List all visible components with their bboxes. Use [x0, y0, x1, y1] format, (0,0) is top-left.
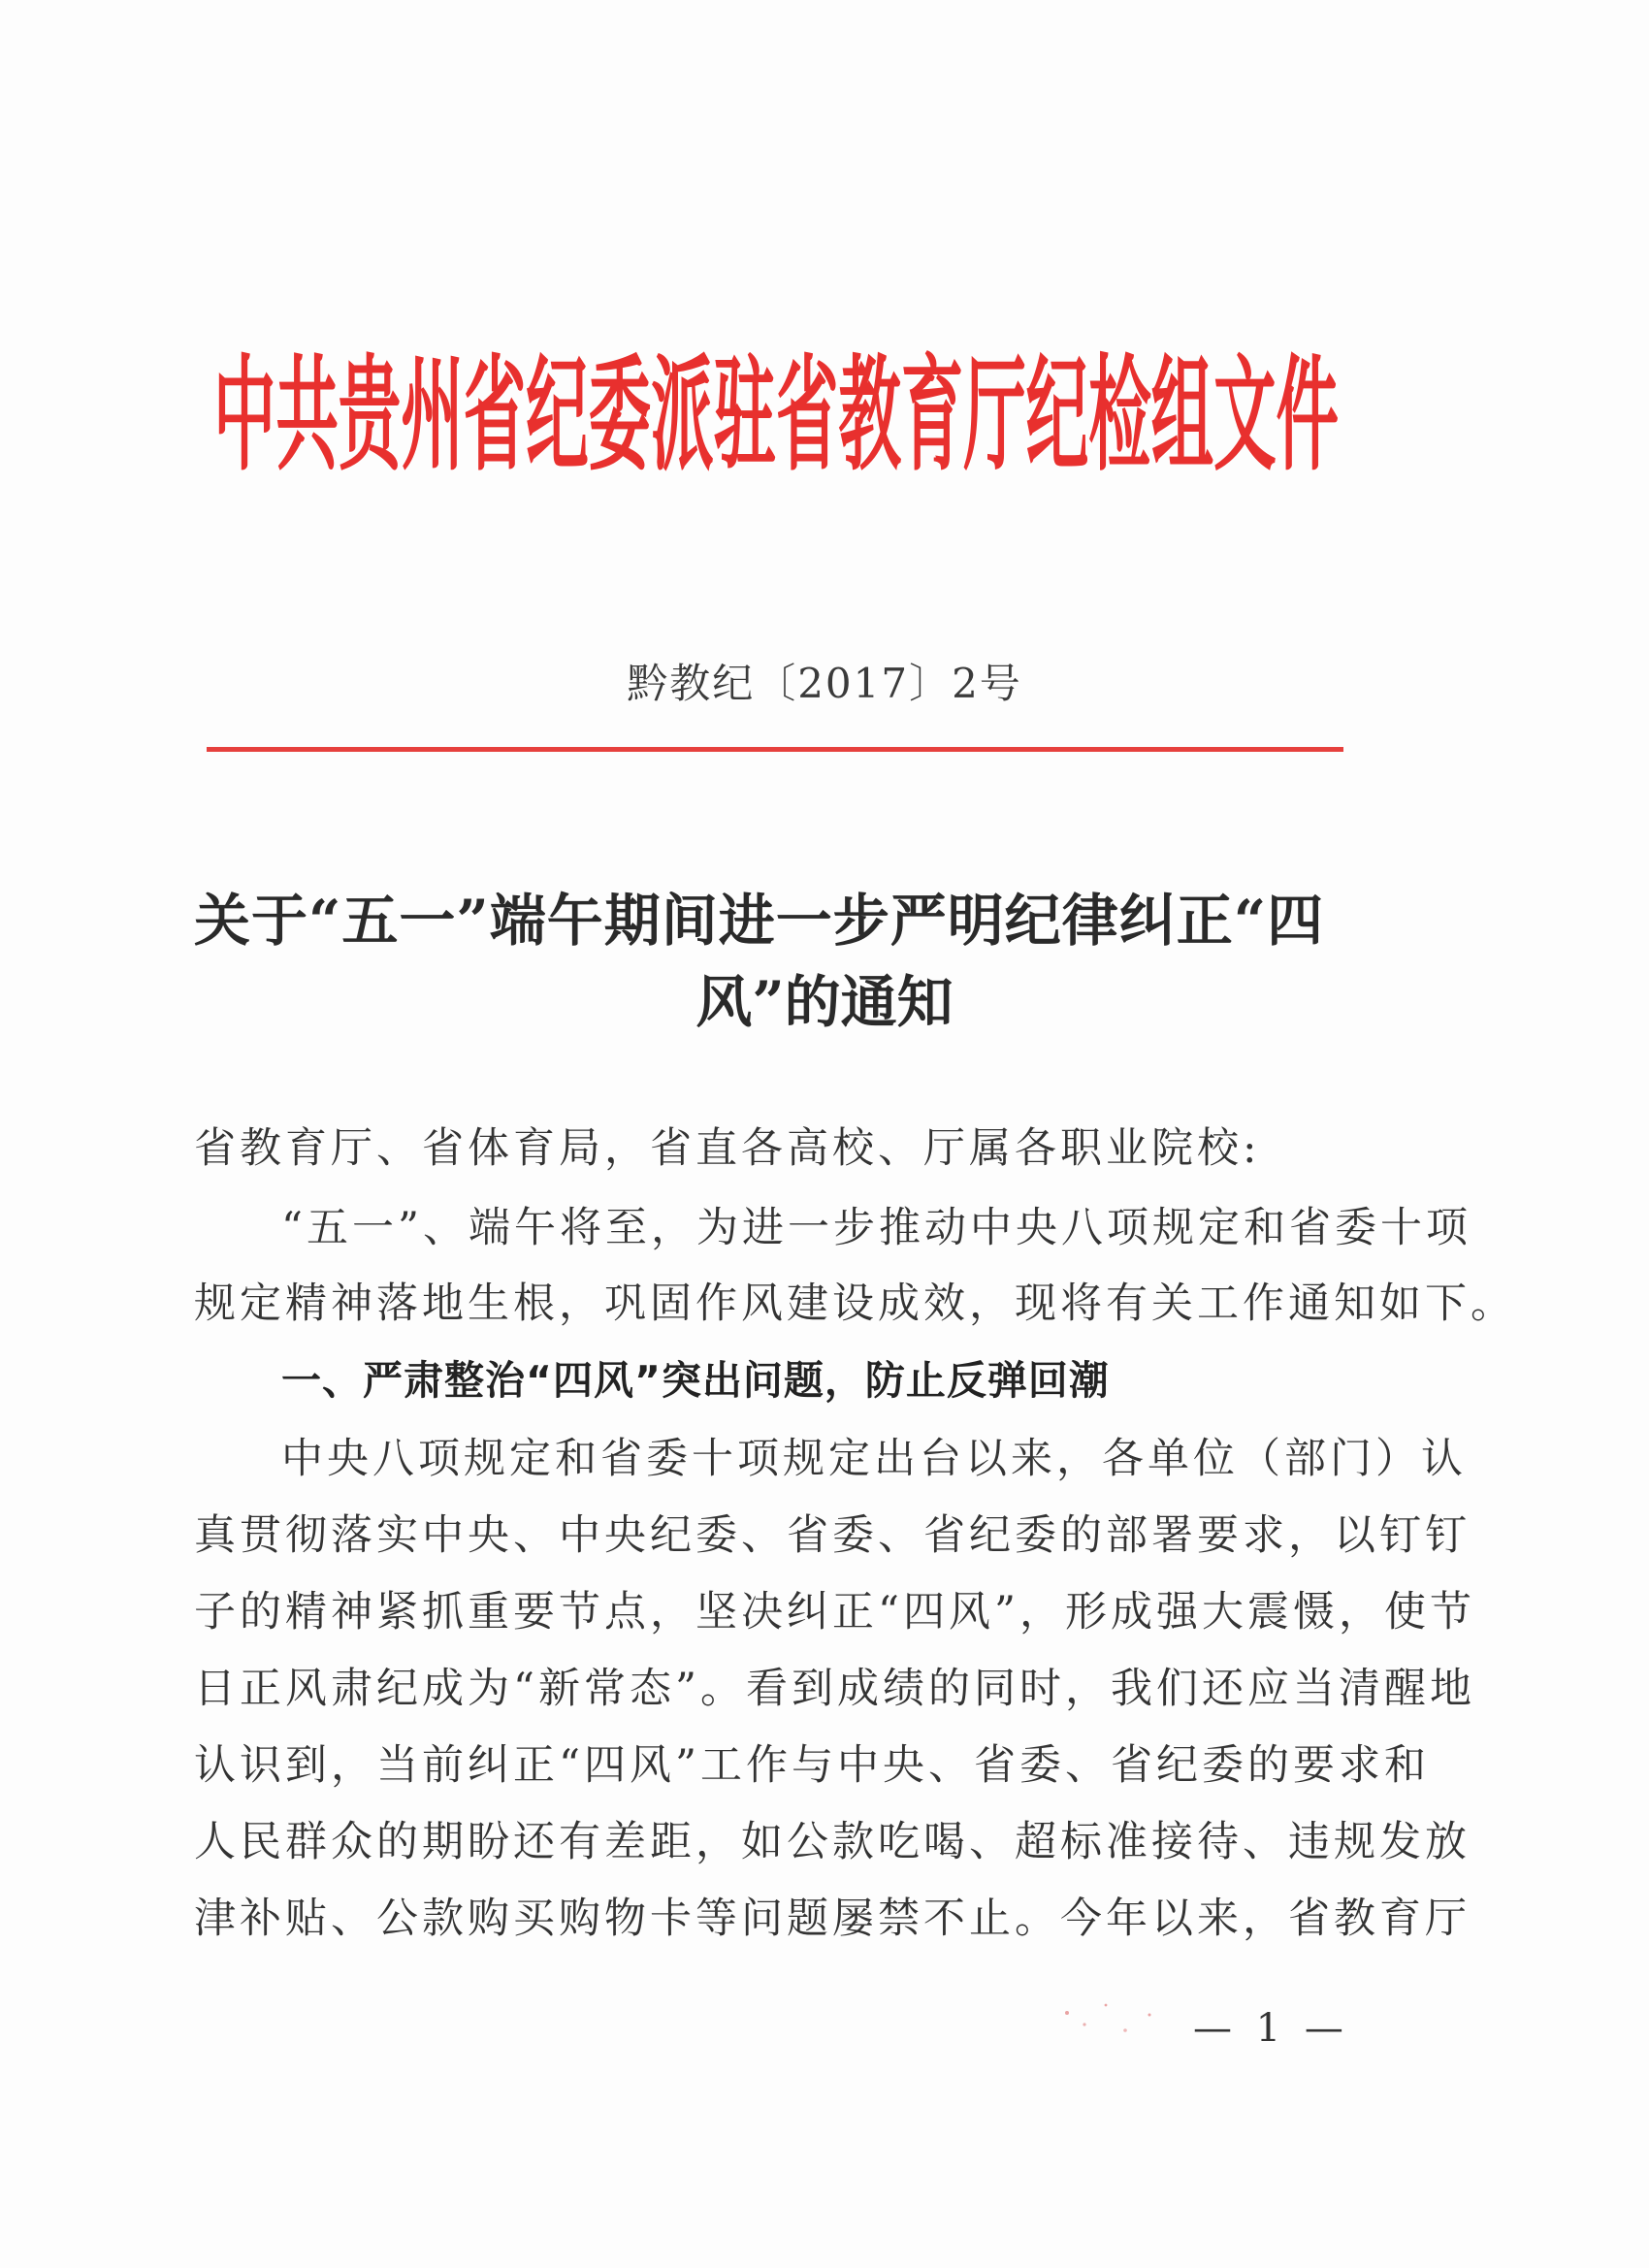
section-1-line-1: 中央八项规定和省委十项规定出台以来，各单位（部门）认	[281, 1435, 1467, 1483]
masthead-title	[213, 320, 1339, 495]
document-title-line-2: 风”的通知	[695, 969, 954, 1035]
intro-line-1: “五一”、端午将至，为进一步推动中央八项规定和省委十项	[281, 1204, 1471, 1252]
red-divider-line	[207, 747, 1343, 752]
section-1-line-5: 认识到，当前纠正“四风”工作与中央、省委、省纪委的要求和	[194, 1741, 1430, 1790]
section-1-line-2: 真贯彻落实中央、中央纪委、省委、省纪委的部署要求，以钉钉	[194, 1511, 1471, 1560]
section-1-heading: 一、严肃整治“四风”突出问题，防止反弹回潮	[281, 1357, 1110, 1404]
document-title-line-1: 关于“五一”端午期间进一步严明纪律纠正“四	[194, 888, 1325, 954]
addressee: 省教育厅、省体育局，省直各高校、厅属各职业院校:	[194, 1124, 1261, 1173]
document-number: 黔教纪〔2017〕2号	[627, 660, 1022, 707]
section-1-line-6: 人民群众的期盼还有差距，如公款吃喝、超标准接待、违规发放	[194, 1818, 1471, 1866]
section-1-line-7: 津补贴、公款购买购物卡等问题屡禁不止。今年以来，省教育厅	[194, 1895, 1471, 1943]
section-1-line-4: 日正风肃纪成为“新常态”。看到成绩的同时，我们还应当清醒地	[194, 1665, 1475, 1713]
page-number: — 1 —	[1193, 2006, 1349, 2051]
section-1-line-3: 子的精神紧抓重要节点，坚决纠正“四风”，形成强大震慑，使节	[194, 1588, 1475, 1636]
red-ink-specks	[1057, 1993, 1164, 2042]
masthead-title-text: 中共贵州省纪委派驻省教育厅纪检组文件	[213, 343, 1339, 488]
intro-line-2: 规定精神落地生根，巩固作风建设成效，现将有关工作通知如下。	[194, 1280, 1516, 1328]
